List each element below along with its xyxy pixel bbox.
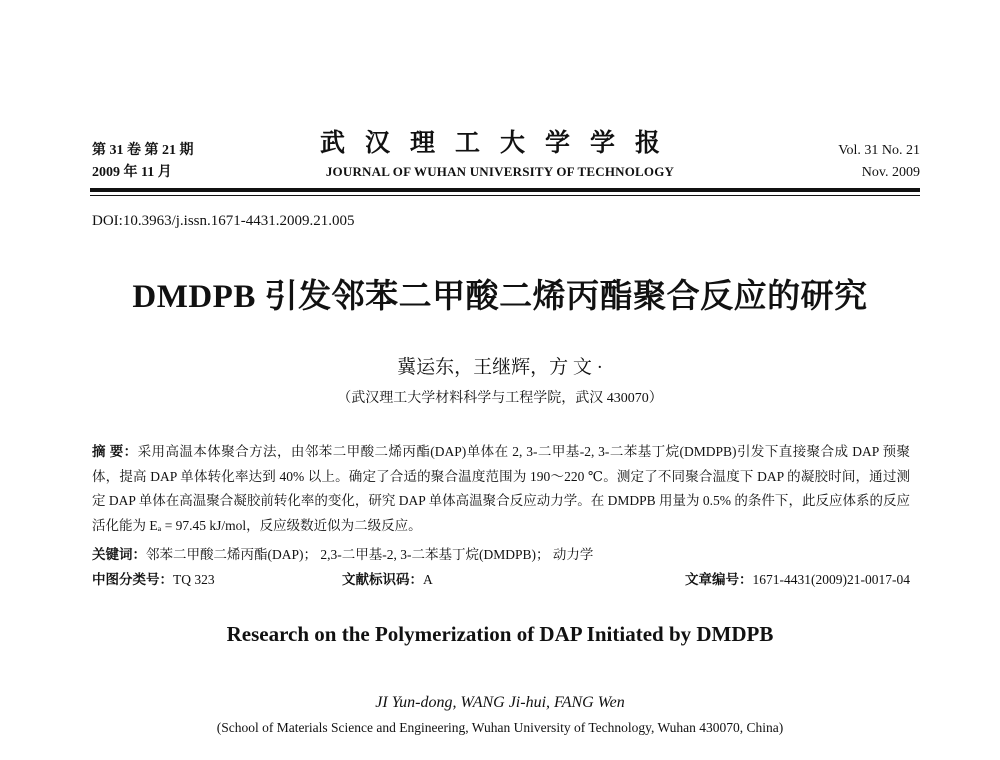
journal-title-cn: 武汉理工大学学报 bbox=[319, 130, 680, 157]
clc-value: TQ 323 bbox=[173, 572, 215, 587]
article-number bbox=[685, 568, 910, 588]
affiliation-cn: （武汉理工大学材料科学与工程学院，武汉 430070） bbox=[337, 391, 663, 406]
volume-issue-en: Vol. 31 No. 21 bbox=[838, 143, 920, 158]
abstract-label: 摘 要： bbox=[92, 444, 138, 459]
volume-issue-cn: 第 31 卷 第 21 期 bbox=[92, 143, 194, 158]
keywords-text: 邻苯二甲酸二烯丙酯(DAP)； 2,3-二甲基-2, 3-二苯基丁烷(DMDPB)； 动力学 bbox=[146, 547, 594, 562]
doc-code-value: A bbox=[423, 572, 433, 587]
journal-issue-info-cn bbox=[92, 140, 194, 184]
header-rule-thin bbox=[90, 195, 920, 196]
authors-en: JI Yun-dong, WANG Ji-hui, FANG Wen bbox=[375, 694, 625, 711]
keywords-label: 关键词： bbox=[92, 547, 146, 562]
affiliation-en: (School of Materials Science and Engineering, Wuhan University of Technology, Wuhan 430070, China) bbox=[216, 720, 784, 735]
journal-title-en: JOURNAL OF WUHAN UNIVERSITY OF TECHNOLOGY bbox=[325, 164, 675, 179]
date-en: Nov. 2009 bbox=[861, 165, 920, 180]
header-rule-thick bbox=[90, 188, 920, 192]
journal-masthead bbox=[250, 127, 750, 181]
clc-label: 中图分类号： bbox=[92, 572, 173, 587]
paper-title-cn: DMDPB 引发邻苯二甲酸二烯丙酯聚合反应的研究 bbox=[132, 279, 868, 315]
article-number-value: 1671-4431(2009)21-0017-04 bbox=[752, 572, 910, 587]
abstract-text: 采用高温本体聚合方法，由邻苯二甲酸二烯丙酯(DAP)单体在 2, 3-二甲基-2, 3-二苯基丁烷(DMDPB)引发下直接聚合成 DAP 预聚体，提高 DAP 单体转化率达到 40% 以上。确定了合适的聚合温度范围为 190～220 ℃。测定了不同聚合温度下 DAP 的凝胶时间，通过测定 DAP 单体在高温聚合凝胶前转化率的变化，研究 DAP 单体高温聚合反应动力学。在 DMDPB 用量为 0.5% 的条件下，此反应体系的反应活化能为 Eₐ = 97.45 kJ/mol，反应级数近似为二级反应。 bbox=[92, 444, 911, 533]
abstract bbox=[92, 440, 910, 538]
authors-cn: 冀运东，王继辉，方 文 · bbox=[397, 357, 603, 378]
journal-issue-info-en bbox=[838, 140, 920, 184]
article-number-label: 文章编号： bbox=[685, 572, 753, 587]
document-code bbox=[342, 568, 433, 588]
doi: DOI:10.3963/j.issn.1671-4431.2009.21.005 bbox=[92, 213, 355, 229]
paper-title-en: Research on the Polymerization of DAP Initiated by DMDPB bbox=[226, 622, 774, 646]
date-cn: 2009 年 11 月 bbox=[92, 165, 172, 180]
doc-code-label: 文献标识码： bbox=[342, 572, 423, 587]
clc-number bbox=[92, 568, 215, 588]
keywords bbox=[92, 543, 910, 563]
